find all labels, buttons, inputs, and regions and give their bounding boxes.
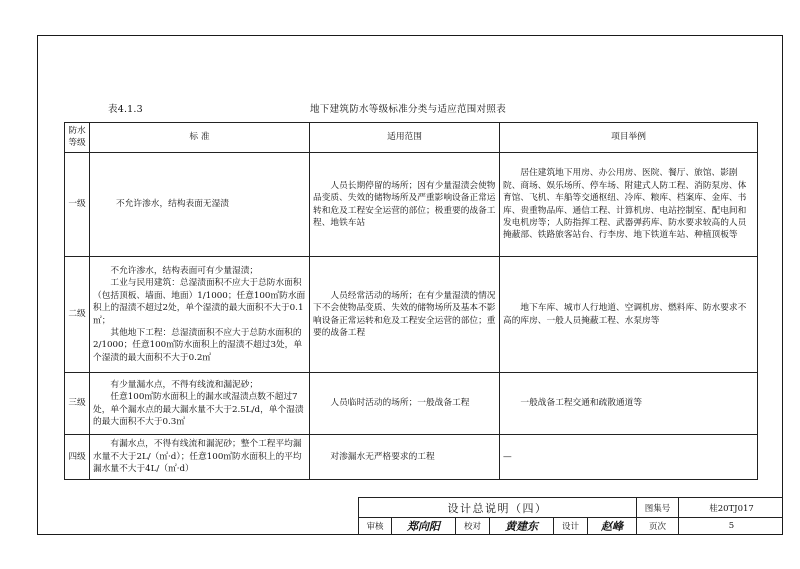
examples-text: 居住建筑地下用房、办公用房、医院、餐厅、旅馆、影剧院、商场、娱乐场所、停车场、附建式人防工程、消防泵房、体育馆、飞机、车船等交通枢纽、冷库、粮库、档案库、金库、书库、贵重物品库、通信工程、计算机房、电站控制室、配电间和发电机房等；人防指挥工程、武器弹药库、防水要求较高的人员掩蔽部、铁路旅客站台、行李房、地下铁道车站、种植顶板等	[503, 168, 747, 241]
review-signature: 郑向阳	[391, 517, 455, 535]
design-label: 设计	[553, 517, 587, 535]
header-standard: 标 准	[90, 123, 310, 153]
standard-line: 工业与民用建筑：总湿渍面积不应大于总防水面积（包括顶板、墙面、地面）1/1000；任意100㎡防水面积上的湿渍不超过2处，单个湿渍的最大面积不大于0.1㎡；	[93, 278, 306, 326]
row-examples	[500, 435, 758, 480]
scope-text: 人员临时活动的场所；一般战备工程	[330, 398, 470, 409]
row-level: 四级	[65, 435, 90, 480]
check-signature: 黄建东	[489, 517, 553, 535]
row-level: 三级	[65, 373, 90, 435]
header-level-line1: 防水	[68, 125, 86, 136]
row-level: 一级	[65, 153, 90, 257]
atlas-number-label: 图集号	[636, 498, 678, 517]
table-row	[65, 373, 758, 435]
scope-text: 人员经常活动的场所；在有少量湿渍的情况下不会使物品变质、失效的储物场所及基本不影响设备正常运转和危及工程安全运营的部位；重要的战备工程	[313, 290, 496, 338]
standard-line: 其他地下工程：总湿渍面积不应大于总防水面积的2/1000；任意100㎡防水面积上的湿渍不超过3处，单个湿渍的最大面积不大于0.2㎡	[93, 327, 303, 363]
waterproof-standard-table	[64, 122, 758, 480]
scope-text: 对渗漏水无严格要求的工程	[330, 451, 435, 462]
table-row	[65, 257, 758, 373]
title-block-row-top	[359, 498, 783, 518]
examples-text: —	[503, 451, 512, 462]
page-label: 页次	[636, 517, 678, 535]
atlas-number: 桂20TJ017	[678, 498, 784, 517]
standard-line: 不允许渗水，结构表面无湿渍	[116, 199, 229, 210]
row-scope	[310, 153, 500, 257]
page-number: 5	[678, 517, 784, 535]
row-standard	[90, 257, 310, 373]
document-title: 设计总说明（四）	[447, 501, 548, 515]
standard-line: 有漏水点，不得有线流和漏泥砂；整个工程平均漏水量不大于2L/（㎡·d）；任意100㎡防水面积上的平均漏水量不大于4L/（㎡·d）	[93, 439, 302, 475]
table-header-row	[65, 123, 758, 153]
row-examples	[500, 153, 758, 257]
scope-text: 人员长期停留的场所；因有少量湿渍会使物品变质、失效的储物场所及严重影响设备正常运转和危及工程安全运营的部位；极重要的战备工程、地铁车站	[313, 180, 496, 228]
standard-line: 有少量漏水点，不得有线流和漏泥砂；	[110, 379, 259, 390]
check-label: 校对	[455, 517, 489, 535]
header-level-line2: 等级	[68, 137, 86, 148]
row-scope	[310, 435, 500, 480]
header-examples: 项目举例	[500, 123, 758, 153]
row-level: 二级	[65, 257, 90, 373]
row-examples	[500, 257, 758, 373]
row-standard	[90, 153, 310, 257]
examples-text: 一般战备工程交通和疏散通道等	[520, 398, 643, 409]
design-signature: 赵峰	[587, 517, 636, 535]
standard-line: 不允许渗水，结构表面可有少量湿渍；	[110, 265, 259, 276]
table-row	[65, 435, 758, 480]
review-label: 审核	[366, 522, 384, 532]
row-standard	[90, 435, 310, 480]
standard-line: 任意100㎡防水面积上的漏水或湿渍点数不超过7处，单个漏水点的最大漏水量不大于2.5L/d，单个湿渍的最大面积不大于0.3㎡	[93, 392, 304, 427]
row-scope	[310, 257, 500, 373]
title-block	[358, 497, 783, 535]
table-title: 地下建筑防水等级标准分类与适应范围对照表	[310, 104, 507, 115]
row-examples	[500, 373, 758, 435]
row-standard	[90, 373, 310, 435]
table-row	[65, 153, 758, 257]
title-block-row-bottom	[359, 517, 783, 535]
row-scope	[310, 373, 500, 435]
header-level	[65, 123, 90, 153]
examples-text: 地下车库、城市人行地道、空调机房、燃料库、防水要求不高的库房、一般人员掩蔽工程、水泵房等	[503, 303, 747, 326]
header-scope: 适用范围	[310, 123, 500, 153]
table-number: 表4.1.3	[108, 104, 143, 115]
